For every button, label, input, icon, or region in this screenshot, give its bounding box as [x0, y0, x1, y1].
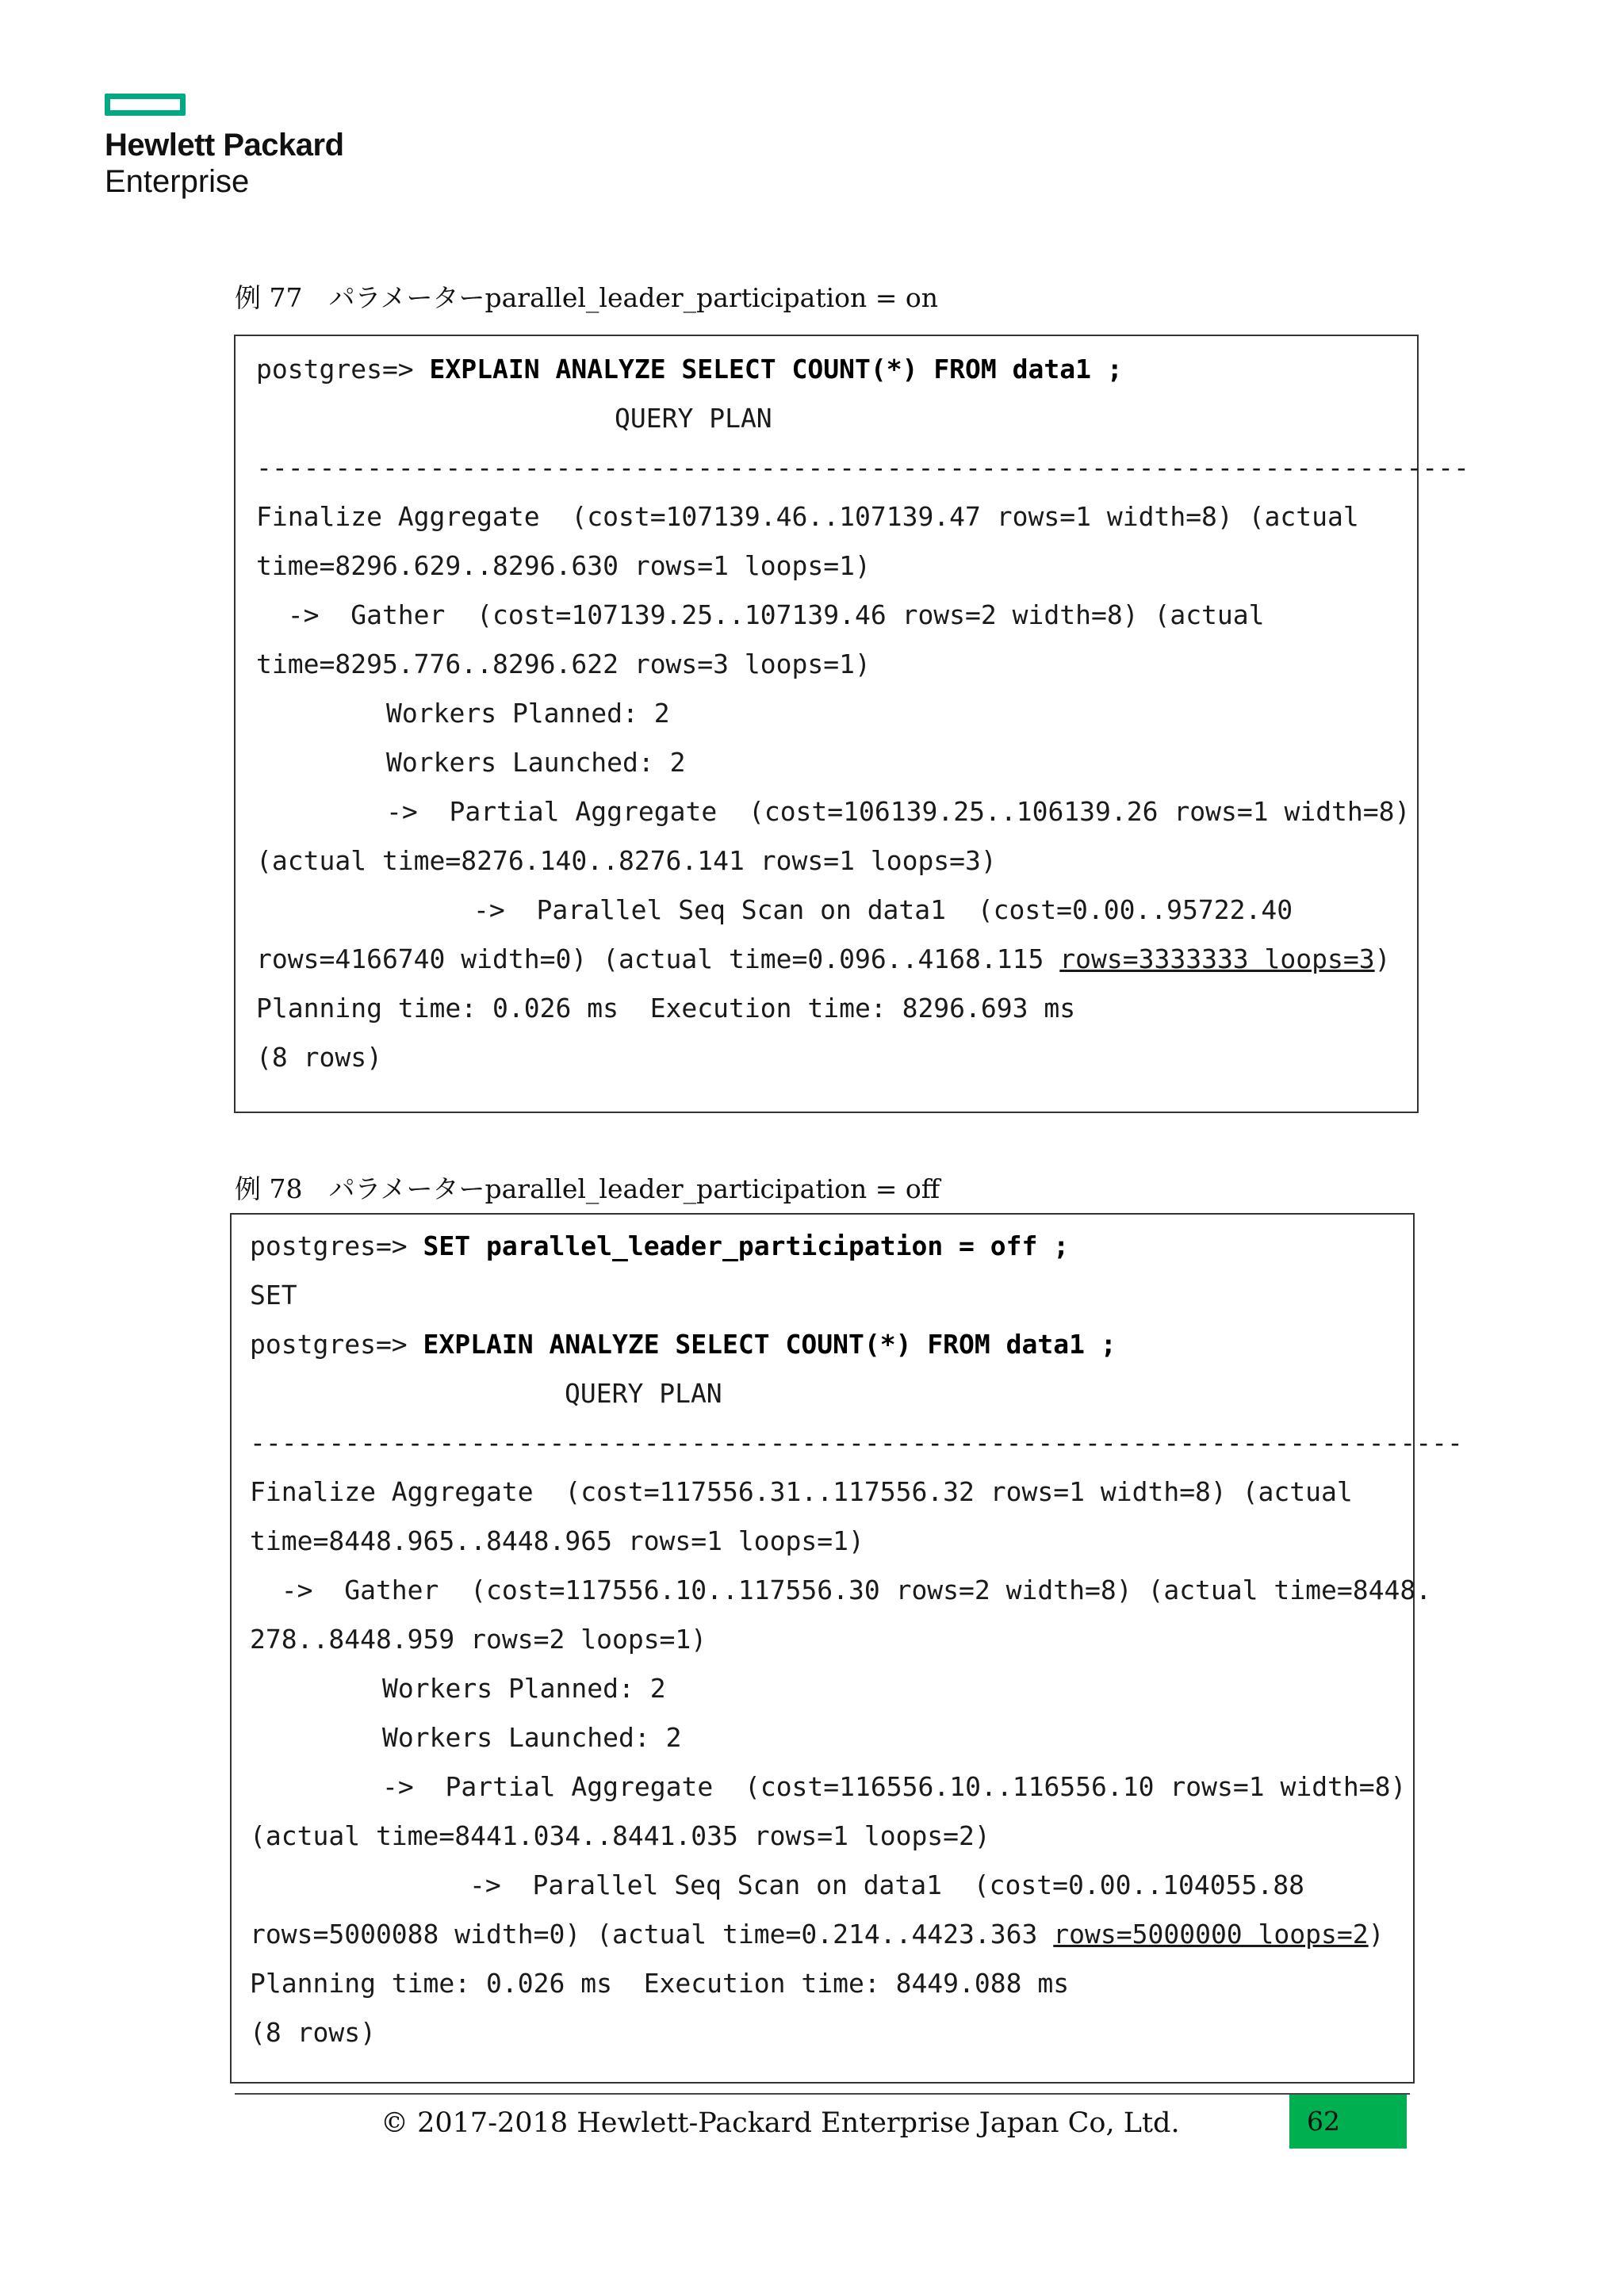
code-line: Workers Planned: 2: [382, 1673, 666, 1704]
code-line: Planning time: 0.026 ms Execution time: 8449.088 ms: [250, 1968, 1070, 1999]
code-text: rows=4166740 width=0) (actual time=0.096..4168.115: [256, 943, 1060, 974]
command: SET parallel_leader_participation = off ;: [423, 1230, 1070, 1261]
code-line: [256, 354, 1123, 385]
example-78-code-box: [230, 1213, 1463, 2084]
code-line: Workers Planned: 2: [386, 698, 670, 729]
separator-line: -----------------------------------------------------------------------------: [256, 452, 1469, 483]
footer-divider: [235, 2093, 1410, 2095]
code-line: Workers Launched: 2: [382, 1722, 682, 1753]
hpe-logo: [105, 94, 344, 200]
separator-line: -----------------------------------------------------------------------------: [250, 1427, 1463, 1458]
code-line: SET: [250, 1280, 297, 1311]
example-78-caption: 例 78 パラメーターparallel_leader_participation = off: [235, 1173, 940, 1204]
code-line: time=8295.776..8296.622 rows=3 loops=1): [256, 649, 871, 679]
prompt: postgres=>: [256, 354, 430, 385]
underlined-rows-loops: rows=5000000 loops=2: [1053, 1919, 1369, 1950]
code-line: [250, 1329, 1116, 1360]
code-line: [250, 1919, 1385, 1950]
code-line: (actual time=8276.140..8276.141 rows=1 loops=3): [256, 845, 997, 876]
code-line: -> Gather (cost=117556.10..117556.30 rows=2 width=8) (actual time=8448.: [250, 1575, 1432, 1605]
code-line: -> Parallel Seq Scan on data1 (cost=0.00..104055.88: [469, 1869, 1304, 1900]
prompt: postgres=>: [250, 1329, 423, 1360]
code-line: Workers Launched: 2: [386, 747, 686, 778]
command: EXPLAIN ANALYZE SELECT COUNT(*) FROM data1 ;: [423, 1329, 1116, 1360]
code-text: rows=5000088 width=0) (actual time=0.214..4423.363: [250, 1919, 1054, 1950]
page-number: 62: [1289, 2095, 1407, 2149]
query-plan-header: QUERY PLAN: [615, 403, 772, 434]
code-line: (actual time=8441.034..8441.035 rows=1 loops=2): [250, 1820, 990, 1851]
code-line: Finalize Aggregate (cost=107139.46..107139.47 rows=1 width=8) (actual: [256, 501, 1359, 532]
code-line: time=8296.629..8296.630 rows=1 loops=1): [256, 550, 871, 581]
code-line: (8 rows): [256, 1042, 382, 1073]
underlined-rows-loops: rows=3333333 loops=3: [1059, 943, 1375, 974]
code-text: ): [1368, 1919, 1385, 1950]
code-line: -> Gather (cost=107139.25..107139.46 rows=2 width=8) (actual: [256, 599, 1265, 630]
code-line: (8 rows): [250, 2017, 376, 2048]
example-77-code-box: [234, 335, 1469, 1113]
query-plan-header: QUERY PLAN: [565, 1378, 722, 1409]
prompt: postgres=>: [250, 1230, 423, 1261]
code-line: Planning time: 0.026 ms Execution time: 8296.693 ms: [256, 993, 1076, 1024]
logo-text-line2: Enterprise: [105, 164, 250, 199]
hpe-logo-rectangle-icon: [105, 94, 186, 116]
code-line: time=8448.965..8448.965 rows=1 loops=1): [250, 1525, 864, 1556]
code-line: [250, 1230, 1069, 1262]
code-text: ): [1374, 943, 1391, 974]
logo-text-line1: Hewlett Packard: [105, 128, 344, 163]
command: EXPLAIN ANALYZE SELECT COUNT(*) FROM data1 ;: [429, 354, 1123, 385]
code-line: -> Partial Aggregate (cost=106139.25..106139.26 rows=1 width=8): [386, 796, 1411, 827]
example-77-caption: 例 77 パラメーターparallel_leader_participation = on: [235, 282, 939, 313]
code-line: 278..8448.959 rows=2 loops=1): [250, 1624, 707, 1655]
code-line: [256, 943, 1391, 975]
code-line: -> Parallel Seq Scan on data1 (cost=0.00..95722.40: [473, 894, 1293, 925]
code-line: Finalize Aggregate (cost=117556.31..117556.32 rows=1 width=8) (actual: [250, 1476, 1353, 1507]
code-line: -> Partial Aggregate (cost=116556.10..116556.10 rows=1 width=8): [382, 1771, 1407, 1802]
footer-copyright: © 2017-2018 Hewlett-Packard Enterprise Japan Co, Ltd.: [381, 2107, 1180, 2139]
